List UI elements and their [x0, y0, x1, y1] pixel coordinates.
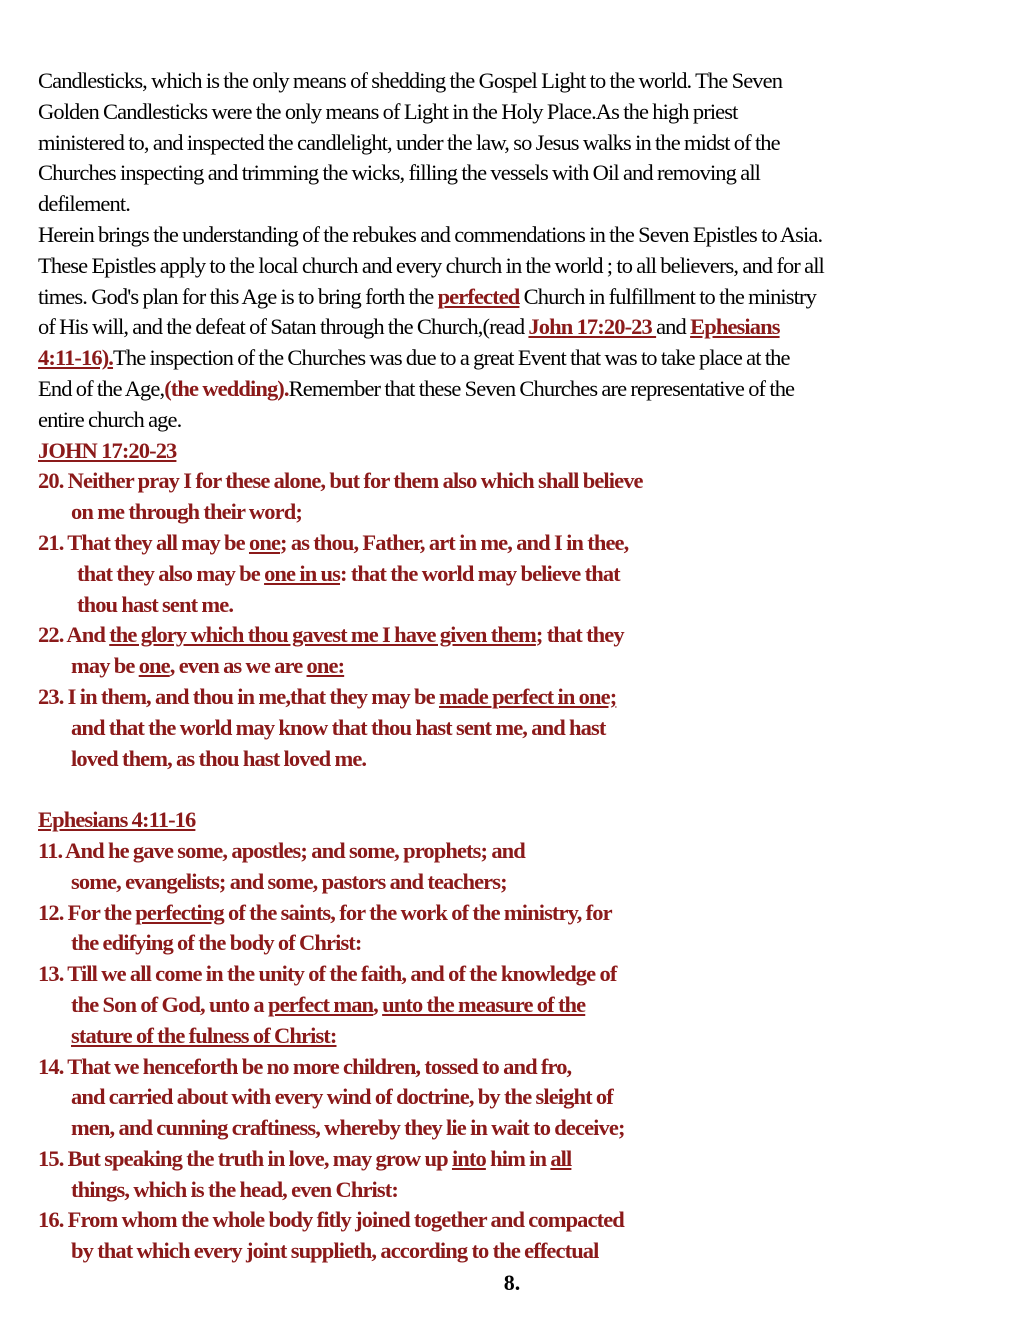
intro-text: End of the Age,: [38, 375, 165, 401]
verse-line: [38, 528, 988, 559]
verse-line: the edifying of the body of Christ:: [71, 930, 362, 956]
verse-line: [38, 898, 988, 929]
verse-line: [38, 559, 988, 590]
verse-line: loved them, as thou hast loved me.: [71, 745, 367, 771]
john-17-link[interactable]: John 17:20-23: [528, 314, 657, 340]
wedding-emphasis: (the wedding).: [164, 375, 289, 401]
ephesians-link[interactable]: Ephesians: [690, 314, 780, 340]
verse-text: the Son of God, unto a: [71, 991, 268, 1017]
intro-text: times. God's plan for this Age is to bring forth the: [38, 283, 438, 309]
intro-text: Church in fulfillment to the ministry: [519, 283, 816, 309]
underlined-phrase: perfect man: [267, 991, 374, 1017]
verse-line: some, evangelists; and some, pastors and teachers;: [71, 868, 507, 894]
spacer: [38, 774, 988, 805]
verse-line: [38, 1144, 988, 1175]
underlined-phrase: the glory which thou gavest me I have given them: [109, 622, 536, 648]
verse-line: by that which every joint supplieth, according to the effectual: [71, 1238, 599, 1264]
john-heading-link[interactable]: JOHN 17:20-23: [38, 437, 177, 463]
underlined-phrase: one: [138, 653, 170, 679]
verse-text: may be: [71, 653, 139, 679]
underlined-phrase: made perfect in one;: [438, 683, 617, 709]
intro-text: The inspection of the Churches was due to a great Event that was to take place at the: [113, 345, 790, 371]
verse-line: [38, 990, 988, 1021]
document-page: [38, 66, 988, 1267]
verse-text: him in: [485, 1145, 551, 1171]
intro-line: Candlesticks, which is the only means of shedding the Gospel Light to the world. The Seven: [38, 68, 783, 93]
underlined-phrase: one:: [306, 653, 345, 679]
intro-line: Churches inspecting and trimming the wicks, filling the vessels with Oil and removing all: [38, 160, 761, 186]
intro-paragraph: [38, 66, 988, 436]
verse-text: 23. I in them, and thou in me,that they may be: [38, 683, 439, 709]
verse-line: thou hast sent me.: [77, 591, 234, 617]
intro-line: entire church age.: [38, 406, 182, 432]
verse-line: [38, 620, 988, 651]
verse-line: [38, 1021, 988, 1052]
verse-line: on me through their word;: [71, 499, 302, 525]
perfected-link[interactable]: perfected: [437, 283, 520, 309]
intro-line: Herein brings the understanding of the rebukes and commendations in the Seven Epistles to Asia.: [38, 221, 823, 247]
underlined-phrase: perfecting: [135, 899, 224, 925]
verse-text: ; as thou, Father, art in me, and I in thee,: [280, 529, 629, 555]
verse-line: 11. And he gave some, apostles; and some, prophets; and: [38, 837, 525, 863]
intro-line: [38, 282, 988, 313]
intro-line: These Epistles apply to the local church and every church in the world ; to all believers, and for all: [38, 252, 824, 278]
underlined-phrase: unto the measure of the: [382, 991, 586, 1017]
verse-line: and that the world may know that thou hast sent me, and hast: [71, 714, 606, 740]
verse-line: [38, 682, 988, 713]
intro-text: and: [656, 314, 691, 340]
underlined-phrase: into: [451, 1145, 486, 1171]
ephesians-heading-link[interactable]: Ephesians 4:11-16: [38, 807, 196, 833]
ephesians-passage: [38, 805, 988, 1267]
intro-text: Remember that these Seven Churches are representative of the: [288, 375, 795, 401]
verse-line: 16. From whom the whole body fitly joined together and compacted: [38, 1207, 624, 1233]
verse-text: 22. And: [38, 622, 110, 648]
verse-line: things, which is the head, even Christ:: [71, 1176, 398, 1202]
verse-text: : that the world may believe that: [340, 560, 620, 586]
verse-text: ; that they: [535, 622, 624, 648]
verse-text: 15. But speaking the truth in love, may grow up: [38, 1145, 452, 1171]
verse-line: 13. Till we all come in the unity of the faith, and of the knowledge of: [38, 961, 617, 987]
verse-line: men, and cunning craftiness, whereby they lie in wait to deceive;: [71, 1115, 625, 1141]
verse-line: 14. That we henceforth be no more children, tossed to and fro,: [38, 1053, 572, 1079]
underlined-phrase: one: [248, 529, 281, 555]
intro-line: [38, 343, 988, 374]
underlined-phrase: all: [550, 1145, 572, 1171]
intro-line: [38, 312, 988, 343]
verse-line: 20. Neither pray I for these alone, but for them also which shall believe: [38, 468, 643, 494]
verse-line: and carried about with every wind of doctrine, by the sleight of: [71, 1084, 613, 1110]
ephesians-link-continued[interactable]: 4:11-16).: [38, 345, 114, 371]
intro-line: defilement.: [38, 191, 130, 217]
verse-text: 21. That they all may be: [38, 529, 249, 555]
page-number: 8.: [503, 1270, 521, 1295]
intro-text: of His will, and the defeat of Satan through the Church,(read: [38, 314, 529, 340]
underlined-phrase: one in us: [264, 560, 341, 586]
verse-text: , even as we are: [169, 653, 307, 679]
verse-text: ,: [373, 991, 383, 1017]
verse-text: 12. For the: [38, 899, 136, 925]
verse-text: that they also may be: [77, 560, 265, 586]
intro-line: ministered to, and inspected the candlelight, under the law, so Jesus walks in the midst of the: [38, 129, 780, 155]
john-passage: [38, 436, 988, 775]
verse-line: [38, 651, 988, 682]
intro-line: [38, 374, 988, 405]
verse-text: of the saints, for the work of the ministry, for: [223, 899, 612, 925]
intro-line: Golden Candlesticks were the only means of Light in the Holy Place.As the high priest: [38, 98, 738, 124]
underlined-phrase: stature of the fulness of Christ:: [71, 1022, 337, 1048]
